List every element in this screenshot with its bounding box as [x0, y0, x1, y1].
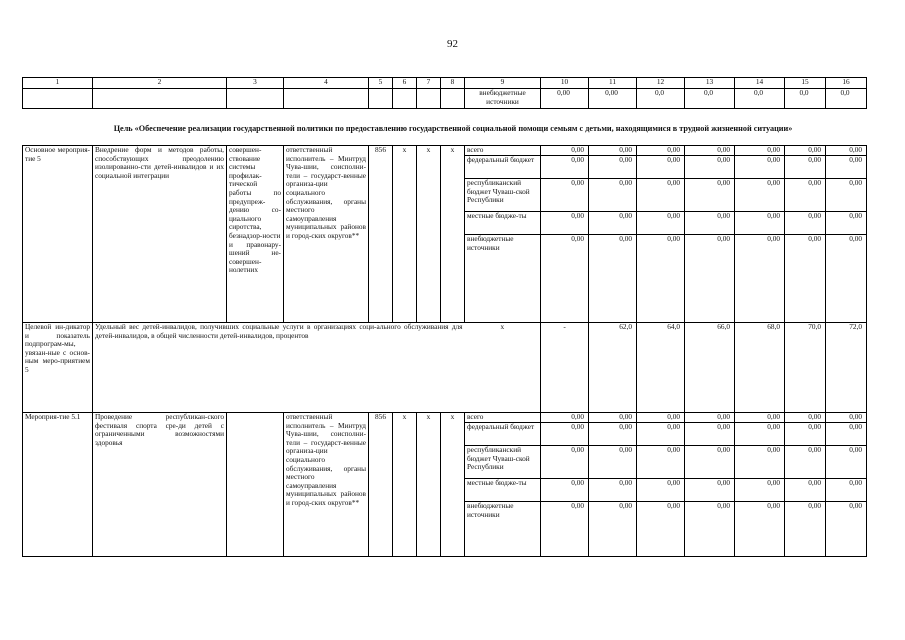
event-code: 856: [369, 413, 393, 557]
event-description: Проведение республикан-ского фестиваля спорта сре-ди детей с ограниченными возможностями здоровья: [93, 413, 227, 557]
value-cell: 0,00: [589, 212, 637, 235]
value-cell: 0,00: [826, 179, 867, 212]
value-cell: 0,00: [589, 502, 637, 557]
value-cell: 0,00: [735, 212, 785, 235]
event-c8: х: [441, 413, 465, 557]
value-cell: 0,00: [589, 89, 637, 109]
value-cell: 0,00: [685, 212, 735, 235]
value-cell: 0,0: [685, 89, 735, 109]
indicator-value: 64,0: [637, 323, 685, 413]
value-cell: 0,00: [541, 212, 589, 235]
value-cell: 0,00: [685, 502, 735, 557]
value-cell: 0,00: [541, 89, 589, 109]
column-number-1: 1: [23, 78, 93, 89]
event-c6: х: [393, 146, 417, 323]
column-number-16: 16: [826, 78, 867, 89]
value-cell: 0,00: [785, 179, 826, 212]
table-row: [23, 89, 867, 109]
value-cell: 0,00: [785, 446, 826, 479]
column-number-15: 15: [785, 78, 826, 89]
funding-source: всего: [465, 413, 541, 423]
indicator-c10: -: [541, 323, 589, 413]
value-cell: 0,00: [785, 156, 826, 179]
funding-source: внебюджетные источники: [465, 235, 541, 323]
value-cell: 0,0: [735, 89, 785, 109]
value-cell: 0,00: [589, 179, 637, 212]
value-cell: 0,00: [826, 446, 867, 479]
event-c8: х: [441, 146, 465, 323]
column-number-row: [23, 78, 867, 89]
indicator-value: 66,0: [685, 323, 735, 413]
value-cell: 0,00: [826, 235, 867, 323]
value-cell: 0,00: [785, 423, 826, 446]
value-cell: 0,00: [735, 235, 785, 323]
value-cell: 0,00: [637, 212, 685, 235]
indicator-value: 70,0: [785, 323, 826, 413]
column-number-4: 4: [284, 78, 369, 89]
value-cell: 0,00: [541, 156, 589, 179]
indicator-value: 62,0: [589, 323, 637, 413]
value-cell: 0,00: [637, 179, 685, 212]
event-executors: ответственный исполнитель – Минтруд Чува-шии, соисполни-тели – государст-венные организа-ции социального обслуживания, органы местного самоуправления муниципальных районов и город-ских округов**: [284, 413, 369, 557]
value-cell: 0,00: [637, 479, 685, 502]
event-title: Мероприя-тие 5.1: [23, 413, 93, 557]
goal-heading: Цель «Обеспечение реализации государственной политики по предоставлению государственной социальной помощи семьям с детьми, находящимися в трудной жизненной ситуации»: [113, 124, 793, 133]
value-cell: 0,00: [541, 179, 589, 212]
value-cell: 0,00: [541, 423, 589, 446]
funding-source: федеральный бюджет: [465, 423, 541, 446]
event-executors: ответственный исполнитель – Минтруд Чува-шии, соисполни-тели – государст-венные организа-ции социального обслуживания, органы местного самоуправления муниципальных районов и город-ских округов**: [284, 146, 369, 323]
funding-source: республиканский бюджет Чуваш-ской Республики: [465, 446, 541, 479]
column-number-12: 12: [637, 78, 685, 89]
value-cell: 0,00: [826, 479, 867, 502]
value-cell: 0,00: [637, 235, 685, 323]
value-cell: 0,00: [685, 423, 735, 446]
value-cell: 0,00: [785, 413, 826, 423]
value-cell: 0,00: [785, 146, 826, 156]
value-cell: 0,00: [826, 502, 867, 557]
event-description: Внедрение форм и методов работы, способствующих преодолению изолированно-сти детей-инвалидов и их социальной интеграции: [93, 146, 227, 323]
value-cell: 0,00: [826, 413, 867, 423]
event-5-table: [22, 145, 867, 323]
event-5-1-table: [22, 412, 867, 557]
value-cell: 0,00: [735, 502, 785, 557]
indicator-row: [23, 323, 867, 413]
value-cell: 0,00: [637, 413, 685, 423]
value-cell: 0,00: [589, 413, 637, 423]
event-title: Основное мероприя-тие 5: [23, 146, 93, 323]
column-number-3: 3: [227, 78, 284, 89]
indicator-value: 68,0: [735, 323, 785, 413]
value-cell: 0,00: [826, 146, 867, 156]
value-cell: 0,00: [735, 446, 785, 479]
value-cell: 0,00: [685, 479, 735, 502]
value-cell: 0,00: [685, 446, 735, 479]
funding-source: всего: [465, 146, 541, 156]
value-cell: 0,00: [735, 423, 785, 446]
column-number-5: 5: [369, 78, 393, 89]
value-cell: 0,00: [541, 146, 589, 156]
indicator-text: Удельный вес детей-инвалидов, получивших социальные услуги в организациях соци-ального обслуживания для детей-инвалидов, в общей численности детей-инвалидов, процентов: [93, 323, 465, 413]
column-number-10: 10: [541, 78, 589, 89]
value-cell: 0,00: [785, 479, 826, 502]
indicator-label: Целевой ин-дикатор и показатель подпрограм-мы, увязан-ные с основ-ным меро-приятием 5: [23, 323, 93, 413]
value-cell: 0,00: [637, 446, 685, 479]
value-cell: 0,00: [735, 413, 785, 423]
funding-source: местные бюдже-ты: [465, 479, 541, 502]
event-goal: [227, 413, 284, 557]
budget-row: [23, 146, 867, 156]
funding-source: федеральный бюджет: [465, 156, 541, 179]
value-cell: 0,00: [589, 446, 637, 479]
value-cell: 0,00: [685, 235, 735, 323]
value-cell: 0,00: [541, 479, 589, 502]
value-cell: 0,00: [735, 179, 785, 212]
page-number: 92: [447, 38, 458, 50]
value-cell: 0,00: [589, 235, 637, 323]
column-number-14: 14: [735, 78, 785, 89]
value-cell: 0,00: [685, 156, 735, 179]
value-cell: 0,00: [541, 413, 589, 423]
header-table: [22, 77, 867, 109]
funding-source: республиканский бюджет Чуваш-ской Республики: [465, 179, 541, 212]
value-cell: 0,0: [785, 89, 826, 109]
value-cell: 0,00: [589, 156, 637, 179]
event-goal: совершен-ствование системы профилак-тической работы по предупреж-дению со-циального сиротства, безнадзор-ности и правонару-шений не-совершен-нолетних: [227, 146, 284, 323]
column-number-2: 2: [93, 78, 227, 89]
value-cell: 0,00: [735, 479, 785, 502]
value-cell: 0,00: [541, 446, 589, 479]
column-number-8: 8: [441, 78, 465, 89]
value-cell: 0,00: [826, 423, 867, 446]
value-cell: 0,00: [735, 146, 785, 156]
value-cell: 0,00: [637, 423, 685, 446]
indicator-table: [22, 322, 867, 413]
value-cell: 0,00: [685, 413, 735, 423]
column-number-9: 9: [465, 78, 541, 89]
value-cell: 0,0: [637, 89, 685, 109]
value-cell: 0,00: [785, 212, 826, 235]
funding-source: местные бюдже-ты: [465, 212, 541, 235]
value-cell: 0,00: [589, 423, 637, 446]
indicator-value: 72,0: [826, 323, 867, 413]
event-c6: х: [393, 413, 417, 557]
value-cell: 0,00: [589, 146, 637, 156]
column-number-13: 13: [685, 78, 735, 89]
value-cell: 0,00: [589, 479, 637, 502]
value-cell: 0,00: [637, 502, 685, 557]
budget-row: [23, 413, 867, 423]
column-number-7: 7: [417, 78, 441, 89]
value-cell: 0,0: [826, 89, 867, 109]
source-cell: внебюджетные источники: [465, 89, 541, 109]
value-cell: 0,00: [637, 156, 685, 179]
value-cell: 0,00: [685, 146, 735, 156]
column-number-11: 11: [589, 78, 637, 89]
value-cell: 0,00: [541, 235, 589, 323]
value-cell: 0,00: [826, 156, 867, 179]
value-cell: 0,00: [826, 212, 867, 235]
value-cell: 0,00: [785, 235, 826, 323]
column-number-6: 6: [393, 78, 417, 89]
value-cell: 0,00: [637, 146, 685, 156]
value-cell: 0,00: [685, 179, 735, 212]
value-cell: 0,00: [541, 502, 589, 557]
value-cell: 0,00: [785, 502, 826, 557]
value-cell: 0,00: [735, 156, 785, 179]
event-c7: х: [417, 146, 441, 323]
funding-source: внебюджетные источники: [465, 502, 541, 557]
event-code: 856: [369, 146, 393, 323]
event-c7: х: [417, 413, 441, 557]
indicator-c9: х: [465, 323, 541, 413]
